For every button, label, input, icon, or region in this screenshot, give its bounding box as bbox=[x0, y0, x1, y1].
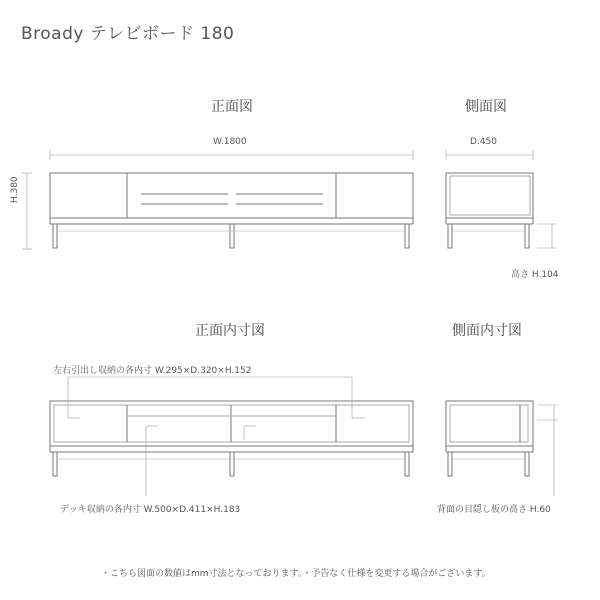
footer-note: ・こちら図面の数値はmm寸法となっております。・予告なく仕様を変更する場合がございます。 bbox=[101, 569, 491, 579]
side-inner-view bbox=[446, 401, 558, 496]
depth-label: D.450 bbox=[470, 137, 497, 147]
front-width-dimension-line bbox=[50, 150, 413, 160]
side-view-heading: 側面図 bbox=[465, 99, 507, 115]
front-height-dimension-line bbox=[22, 173, 32, 249]
front-inner-view bbox=[50, 377, 413, 496]
height-label: H.380 bbox=[10, 176, 20, 203]
front-center-deck bbox=[127, 173, 336, 218]
drawer-leader-lines bbox=[68, 377, 365, 418]
side-view bbox=[446, 173, 556, 248]
front-view-heading: 正面図 bbox=[211, 99, 253, 115]
front-legs bbox=[53, 224, 409, 248]
front-view bbox=[50, 173, 413, 248]
drawer-inner-note: 左右引出し収納の各内寸 W.295×D.320×H.152 bbox=[53, 366, 252, 376]
side-depth-dimension-line bbox=[446, 150, 533, 160]
leg-height-label: 高さ H.104 bbox=[511, 270, 559, 280]
back-panel-dimension-line bbox=[537, 405, 558, 496]
back-panel-note: 背面の目隠し板の高さ H.60 bbox=[437, 505, 551, 515]
width-label: W.1800 bbox=[213, 137, 247, 147]
front-inner-view-heading: 正面内寸図 bbox=[195, 323, 265, 339]
side-inner-view-heading: 側面内寸図 bbox=[452, 323, 522, 339]
front-right-drawer bbox=[336, 173, 413, 218]
leg-height-dimension-line bbox=[537, 224, 556, 248]
page-title: Broady テレビボード 180 bbox=[21, 24, 235, 44]
front-left-drawer bbox=[50, 173, 127, 218]
deck-leader-lines bbox=[146, 426, 256, 496]
deck-inner-note: デッキ収納の各内寸 W.500×D.411×H.183 bbox=[60, 505, 241, 515]
